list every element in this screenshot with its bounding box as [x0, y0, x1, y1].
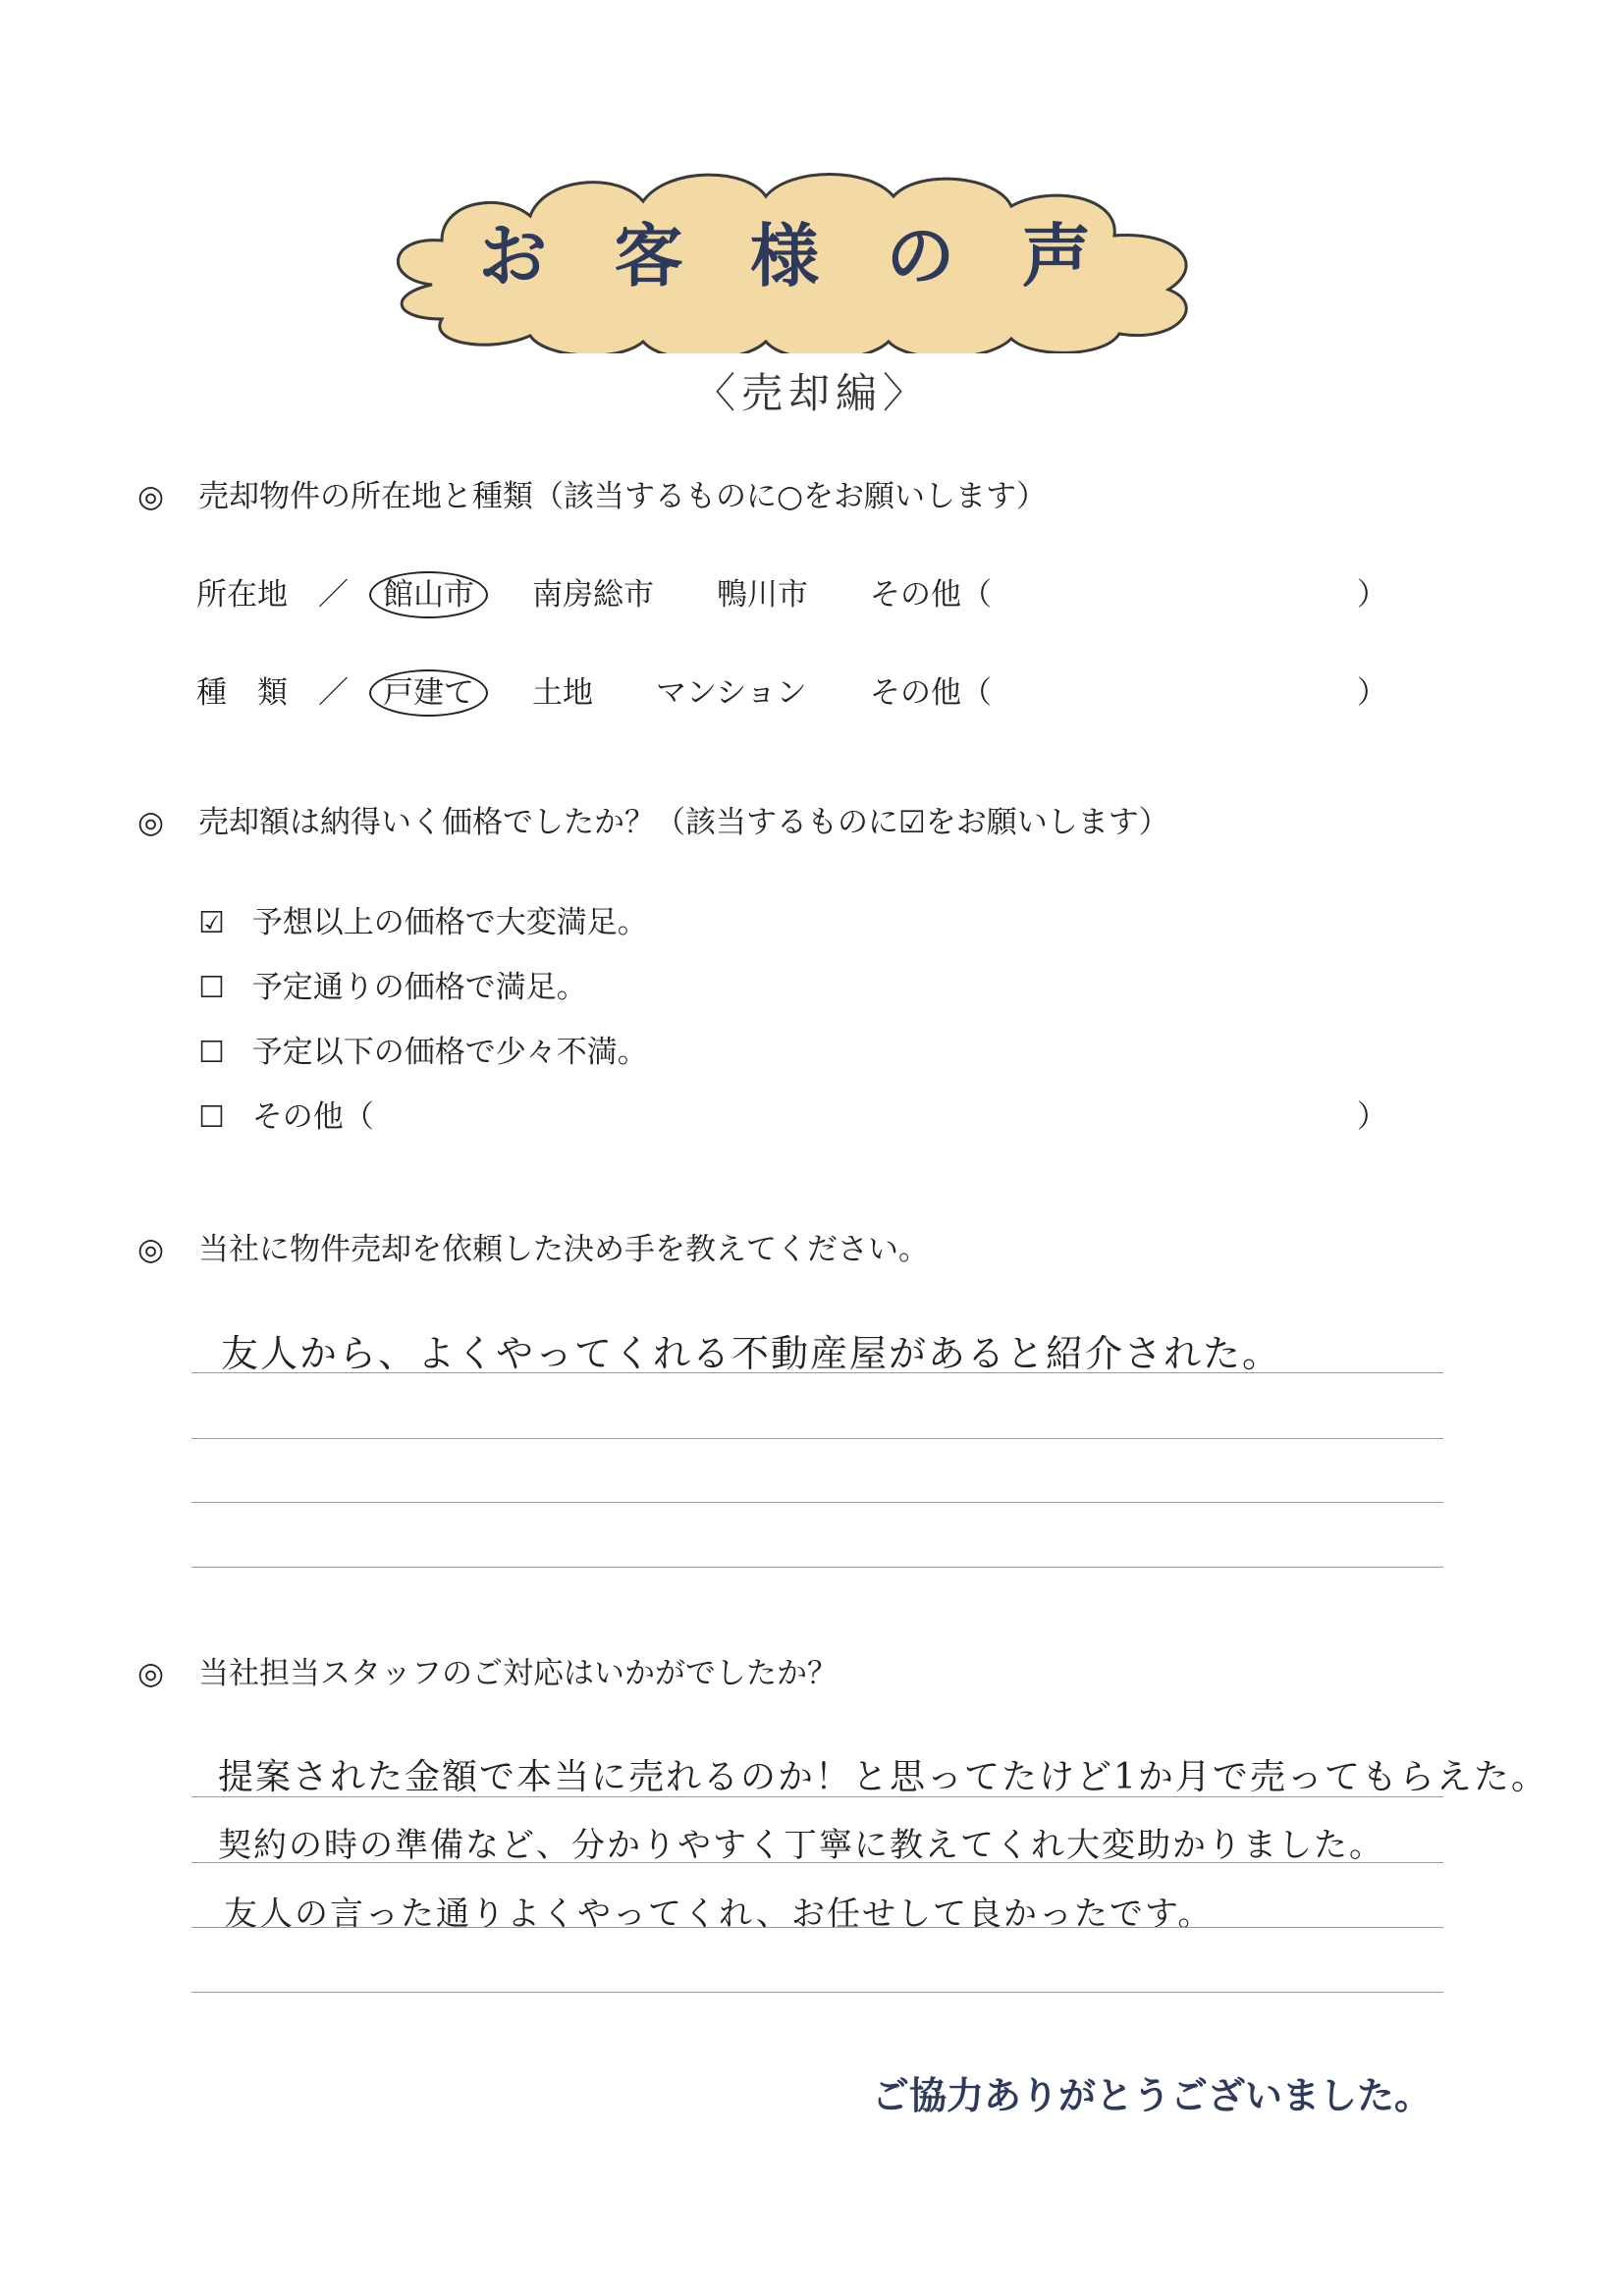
- question-2: [137, 797, 1169, 841]
- answer-4-line-3[interactable]: 友人の言った通りよくやってくれ、お任せして良かったです。: [224, 1895, 1214, 1934]
- question-1-text: 売却物件の所在地と種類（該当するものに○をお願いします）: [198, 479, 1048, 514]
- answer-4-rule-1: [191, 1796, 1443, 1797]
- question-1: [137, 471, 1047, 515]
- question-4-text: 当社担当スタッフのご対応はいかがでしたか？: [198, 1656, 838, 1691]
- price-option-1[interactable]: [198, 897, 648, 941]
- checkbox-icon[interactable]: ☐: [198, 1100, 225, 1135]
- answer-3-line-1[interactable]: 友人から、よくやってくれる不動産屋があると紹介された。: [221, 1332, 1282, 1375]
- page-subtitle: 〈売却編〉: [693, 369, 930, 417]
- price-option-2-label: 予定通りの価格で満足。: [251, 970, 587, 1005]
- location-option-kamogawa[interactable]: 鴨川市: [717, 577, 808, 613]
- checkbox-icon[interactable]: ☐: [198, 971, 225, 1005]
- answer-4-rule-4: [191, 1992, 1443, 1993]
- answer-4-rule-3: [191, 1927, 1443, 1928]
- double-circle-icon: ◎: [137, 1232, 165, 1267]
- question-3-text: 当社に物件売却を依頼した決め手を教えてください。: [198, 1232, 929, 1267]
- location-label: 所在地 ／: [196, 577, 349, 613]
- price-option-2[interactable]: [198, 962, 587, 1006]
- answer-4-line-1[interactable]: 提案された金額で本当に売れるのか！と思ってたけど1か月で売ってもらえた。: [218, 1757, 1548, 1797]
- type-option-condominium[interactable]: マンション: [656, 675, 807, 711]
- type-option-detached-house[interactable]: 戸建て: [381, 667, 488, 712]
- double-circle-icon: ◎: [137, 1656, 165, 1691]
- double-circle-icon: ◎: [137, 479, 165, 514]
- location-option-minamiboso[interactable]: 南房総市: [532, 577, 654, 613]
- location-option-other[interactable]: その他（: [870, 577, 992, 613]
- checkbox-icon[interactable]: ☐: [198, 1036, 225, 1070]
- answer-3-rule-1: [191, 1372, 1443, 1373]
- price-option-4[interactable]: [198, 1092, 374, 1136]
- type-label: 種 類 ／: [196, 675, 349, 711]
- type-other-close: ）: [1357, 675, 1387, 711]
- answer-3-rule-4: [191, 1567, 1443, 1568]
- type-option-land[interactable]: 土地: [532, 675, 593, 711]
- answer-3-rule-2: [191, 1438, 1443, 1439]
- price-other-close: ）: [1357, 1099, 1387, 1135]
- answer-3-rule-3: [191, 1502, 1443, 1503]
- type-option-other[interactable]: その他（: [870, 675, 992, 711]
- page-title: お 客 様 の 声: [478, 216, 1112, 296]
- question-4: [137, 1648, 838, 1692]
- answer-4-rule-2: [191, 1862, 1443, 1863]
- question-3: [137, 1224, 929, 1268]
- price-option-1-label: 予想以上の価格で大変満足。: [251, 905, 648, 940]
- price-option-3-label: 予定以下の価格で少々不満。: [251, 1035, 648, 1070]
- price-option-4-label: その他（: [251, 1099, 374, 1135]
- location-option-tateyama[interactable]: 館山市: [381, 569, 488, 614]
- question-2-text: 売却額は納得いく価格でしたか？（該当するものに☑をお願いします）: [198, 805, 1169, 840]
- checkbox-checked-icon[interactable]: ☑: [198, 906, 225, 940]
- thank-you-message: ご協力ありがとうございました。: [871, 2074, 1432, 2117]
- location-other-close: ）: [1357, 577, 1387, 613]
- price-option-3[interactable]: [198, 1027, 648, 1071]
- answer-4-line-2[interactable]: 契約の時の準備など、分かりやすく丁寧に教えてくれ大変助かりました。: [218, 1826, 1384, 1865]
- double-circle-icon: ◎: [137, 805, 165, 840]
